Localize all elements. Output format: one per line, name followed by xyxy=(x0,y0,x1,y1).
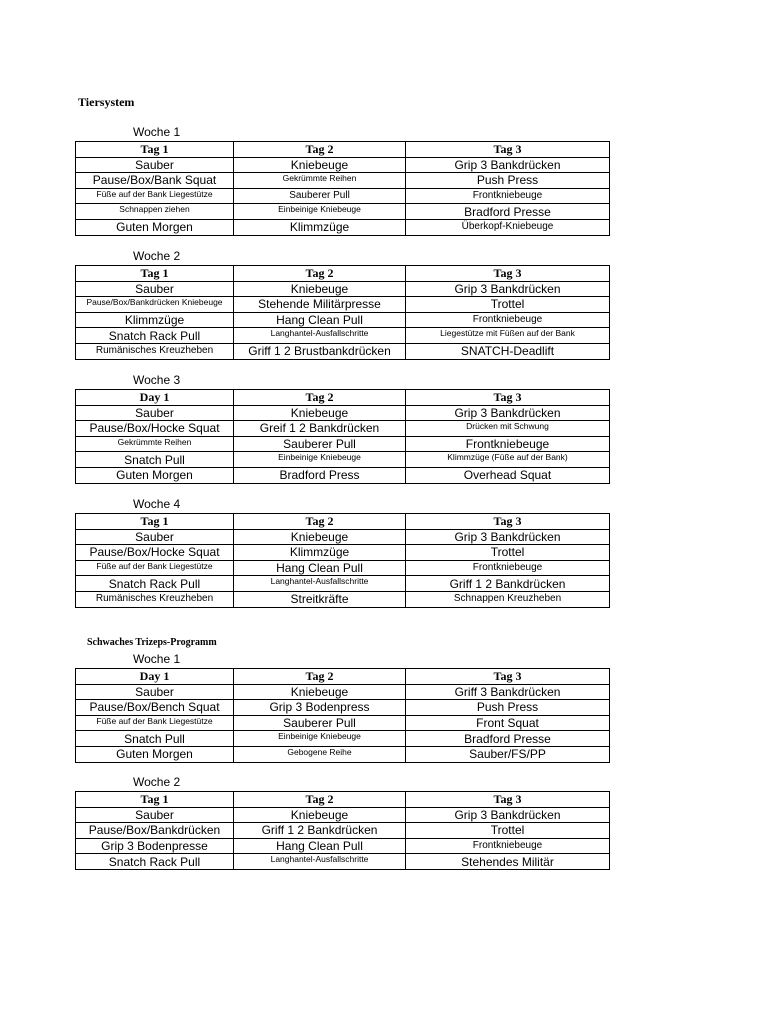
table-header-cell: Tag 3 xyxy=(406,669,610,685)
workout-table xyxy=(75,668,610,763)
table-cell: Grip 3 Bankdrücken xyxy=(406,281,610,297)
table-row xyxy=(76,715,610,731)
table-row xyxy=(76,591,610,607)
table-cell: Gekrümmte Reihen xyxy=(234,173,406,189)
table-cell: Kniebeuge xyxy=(234,684,406,700)
table-row xyxy=(76,576,610,592)
table-row xyxy=(76,684,610,700)
table-cell: Grip 3 Bankdrücken xyxy=(406,405,610,421)
table-header-row xyxy=(76,669,610,685)
table-cell: Einbeinige Kniebeuge xyxy=(234,204,406,220)
table-cell: Sauber xyxy=(76,157,234,173)
table-cell: Stehende Militärpresse xyxy=(234,297,406,313)
table-row xyxy=(76,467,610,483)
table-row xyxy=(76,700,610,716)
table-cell: Klimmzüge xyxy=(76,312,234,328)
table-cell: Kniebeuge xyxy=(234,807,406,823)
table-row xyxy=(76,343,610,359)
workout-table xyxy=(75,513,610,608)
table-cell: Snatch Rack Pull xyxy=(76,854,234,870)
table-cell: Streitkräfte xyxy=(234,591,406,607)
table-cell: Füße auf der Bank Liegestütze xyxy=(76,715,234,731)
table-header-cell: Tag 2 xyxy=(234,669,406,685)
table-header-row xyxy=(76,792,610,808)
table-row xyxy=(76,436,610,452)
table-cell: Pause/Box/Bank Squat xyxy=(76,173,234,189)
table-cell: Guten Morgen xyxy=(76,467,234,483)
table-cell: Guten Morgen xyxy=(76,746,234,762)
table-cell: Trottel xyxy=(406,297,610,313)
table-cell: Pause/Box/Bankdrücken xyxy=(76,823,234,839)
table-row xyxy=(76,545,610,561)
table-header-cell: Tag 2 xyxy=(234,390,406,406)
table-cell: Einbeinige Kniebeuge xyxy=(234,731,406,747)
table-cell: Snatch Pull xyxy=(76,731,234,747)
table-cell: Klimmzüge (Füße auf der Bank) xyxy=(406,452,610,468)
table-header-row xyxy=(76,390,610,406)
table-header-cell: Day 1 xyxy=(76,390,234,406)
table-cell: Liegestütze mit Füßen auf der Bank xyxy=(406,328,610,344)
table-row xyxy=(76,405,610,421)
table-cell: Snatch Pull xyxy=(76,452,234,468)
table-row xyxy=(76,219,610,235)
table-row xyxy=(76,173,610,189)
table-cell: Push Press xyxy=(406,173,610,189)
table-cell: Hang Clean Pull xyxy=(234,838,406,854)
week-label: Woche 2 xyxy=(133,775,181,789)
table-header-cell: Tag 2 xyxy=(234,142,406,158)
table-cell: Bradford Press xyxy=(234,467,406,483)
table-header-cell: Tag 2 xyxy=(234,792,406,808)
table-cell: Füße auf der Bank Liegestütze xyxy=(76,188,234,204)
table-header-cell: Tag 1 xyxy=(76,142,234,158)
table-cell: Kniebeuge xyxy=(234,405,406,421)
table-cell: Pause/Box/Bench Squat xyxy=(76,700,234,716)
table-cell: Kniebeuge xyxy=(234,281,406,297)
section-title: Schwaches Trizeps-Programm xyxy=(87,637,217,648)
table-cell: Pause/Box/Hocke Squat xyxy=(76,421,234,437)
table-cell: Stehendes Militär xyxy=(406,854,610,870)
table-cell: Rumänisches Kreuzheben xyxy=(76,343,234,359)
table-row xyxy=(76,297,610,313)
table-cell: Griff 1 2 Bankdrücken xyxy=(234,823,406,839)
table-cell: Overhead Squat xyxy=(406,467,610,483)
table-row xyxy=(76,452,610,468)
table-cell: Pause/Box/Hocke Squat xyxy=(76,545,234,561)
table-cell: Drücken mit Schwung xyxy=(406,421,610,437)
table-cell: Rumänisches Kreuzheben xyxy=(76,591,234,607)
table-cell: Sauber xyxy=(76,529,234,545)
table-cell: Griff 3 Bankdrücken xyxy=(406,684,610,700)
table-row xyxy=(76,312,610,328)
table-row xyxy=(76,204,610,220)
table-row xyxy=(76,281,610,297)
table-cell: Griff 1 2 Bankdrücken xyxy=(406,576,610,592)
table-cell: Sauberer Pull xyxy=(234,715,406,731)
table-cell: Frontkniebeuge xyxy=(406,312,610,328)
table-row xyxy=(76,823,610,839)
table-cell: Grip 3 Bankdrücken xyxy=(406,529,610,545)
table-cell: Gekrümmte Reihen xyxy=(76,436,234,452)
table-cell: Langhantel-Ausfallschritte xyxy=(234,576,406,592)
table-cell: Frontkniebeuge xyxy=(406,838,610,854)
table-cell: Überkopf-Kniebeuge xyxy=(406,219,610,235)
table-cell: Schnappen Kreuzheben xyxy=(406,591,610,607)
table-cell: Grip 3 Bankdrücken xyxy=(406,807,610,823)
table-cell: Klimmzüge xyxy=(234,219,406,235)
table-row xyxy=(76,731,610,747)
week-label: Woche 1 xyxy=(133,652,181,666)
table-cell: Klimmzüge xyxy=(234,545,406,561)
table-cell: Grip 3 Bodenpress xyxy=(234,700,406,716)
table-cell: Frontkniebeuge xyxy=(406,560,610,576)
table-header-cell: Tag 3 xyxy=(406,390,610,406)
workout-table xyxy=(75,141,610,236)
table-cell: Sauber xyxy=(76,405,234,421)
table-cell: Push Press xyxy=(406,700,610,716)
week-label: Woche 1 xyxy=(133,125,181,139)
table-cell: Trottel xyxy=(406,823,610,839)
table-header-cell: Tag 1 xyxy=(76,514,234,530)
table-cell: Einbeinige Kniebeuge xyxy=(234,452,406,468)
table-cell: Langhantel-Ausfallschritte xyxy=(234,328,406,344)
table-row xyxy=(76,421,610,437)
table-row xyxy=(76,746,610,762)
table-header-row xyxy=(76,142,610,158)
table-row xyxy=(76,188,610,204)
workout-table xyxy=(75,265,610,360)
week-label: Woche 2 xyxy=(133,249,181,263)
table-header-cell: Day 1 xyxy=(76,669,234,685)
table-row xyxy=(76,807,610,823)
table-cell: Snatch Rack Pull xyxy=(76,328,234,344)
table-cell: Kniebeuge xyxy=(234,157,406,173)
table-row xyxy=(76,854,610,870)
table-cell: Grip 3 Bodenpresse xyxy=(76,838,234,854)
workout-table xyxy=(75,791,610,870)
table-cell: Snatch Rack Pull xyxy=(76,576,234,592)
table-cell: Sauber/FS/PP xyxy=(406,746,610,762)
table-cell: Sauberer Pull xyxy=(234,188,406,204)
table-cell: Schnappen ziehen xyxy=(76,204,234,220)
table-row xyxy=(76,157,610,173)
table-row xyxy=(76,328,610,344)
section-title: Tiersystem xyxy=(78,95,135,109)
table-cell: Hang Clean Pull xyxy=(234,560,406,576)
table-cell: Sauber xyxy=(76,807,234,823)
week-label: Woche 4 xyxy=(133,497,181,511)
table-cell: Sauber xyxy=(76,684,234,700)
table-cell: Füße auf der Bank Liegestütze xyxy=(76,560,234,576)
table-header-cell: Tag 3 xyxy=(406,792,610,808)
table-header-row xyxy=(76,266,610,282)
table-header-cell: Tag 3 xyxy=(406,142,610,158)
table-cell: Bradford Presse xyxy=(406,204,610,220)
workout-table xyxy=(75,389,610,484)
table-header-cell: Tag 2 xyxy=(234,514,406,530)
table-header-cell: Tag 3 xyxy=(406,266,610,282)
table-row xyxy=(76,529,610,545)
table-cell: Griff 1 2 Brustbankdrücken xyxy=(234,343,406,359)
table-header-cell: Tag 1 xyxy=(76,266,234,282)
table-cell: Frontkniebeuge xyxy=(406,188,610,204)
table-cell: Sauber xyxy=(76,281,234,297)
week-label: Woche 3 xyxy=(133,373,181,387)
table-cell: Hang Clean Pull xyxy=(234,312,406,328)
table-cell: Gebogene Reihe xyxy=(234,746,406,762)
table-cell: Front Squat xyxy=(406,715,610,731)
table-cell: Bradford Presse xyxy=(406,731,610,747)
table-cell: Guten Morgen xyxy=(76,219,234,235)
table-cell: Grip 3 Bankdrücken xyxy=(406,157,610,173)
table-cell: Greif 1 2 Bankdrücken xyxy=(234,421,406,437)
table-header-cell: Tag 2 xyxy=(234,266,406,282)
table-cell: Sauberer Pull xyxy=(234,436,406,452)
table-header-cell: Tag 1 xyxy=(76,792,234,808)
table-row xyxy=(76,560,610,576)
table-cell: Kniebeuge xyxy=(234,529,406,545)
table-header-row xyxy=(76,514,610,530)
table-cell: Frontkniebeuge xyxy=(406,436,610,452)
table-cell: SNATCH-Deadlift xyxy=(406,343,610,359)
table-cell: Pause/Box/Bankdrücken Kniebeuge xyxy=(76,297,234,313)
table-row xyxy=(76,838,610,854)
table-cell: Trottel xyxy=(406,545,610,561)
table-cell: Langhantel-Ausfallschritte xyxy=(234,854,406,870)
table-header-cell: Tag 3 xyxy=(406,514,610,530)
